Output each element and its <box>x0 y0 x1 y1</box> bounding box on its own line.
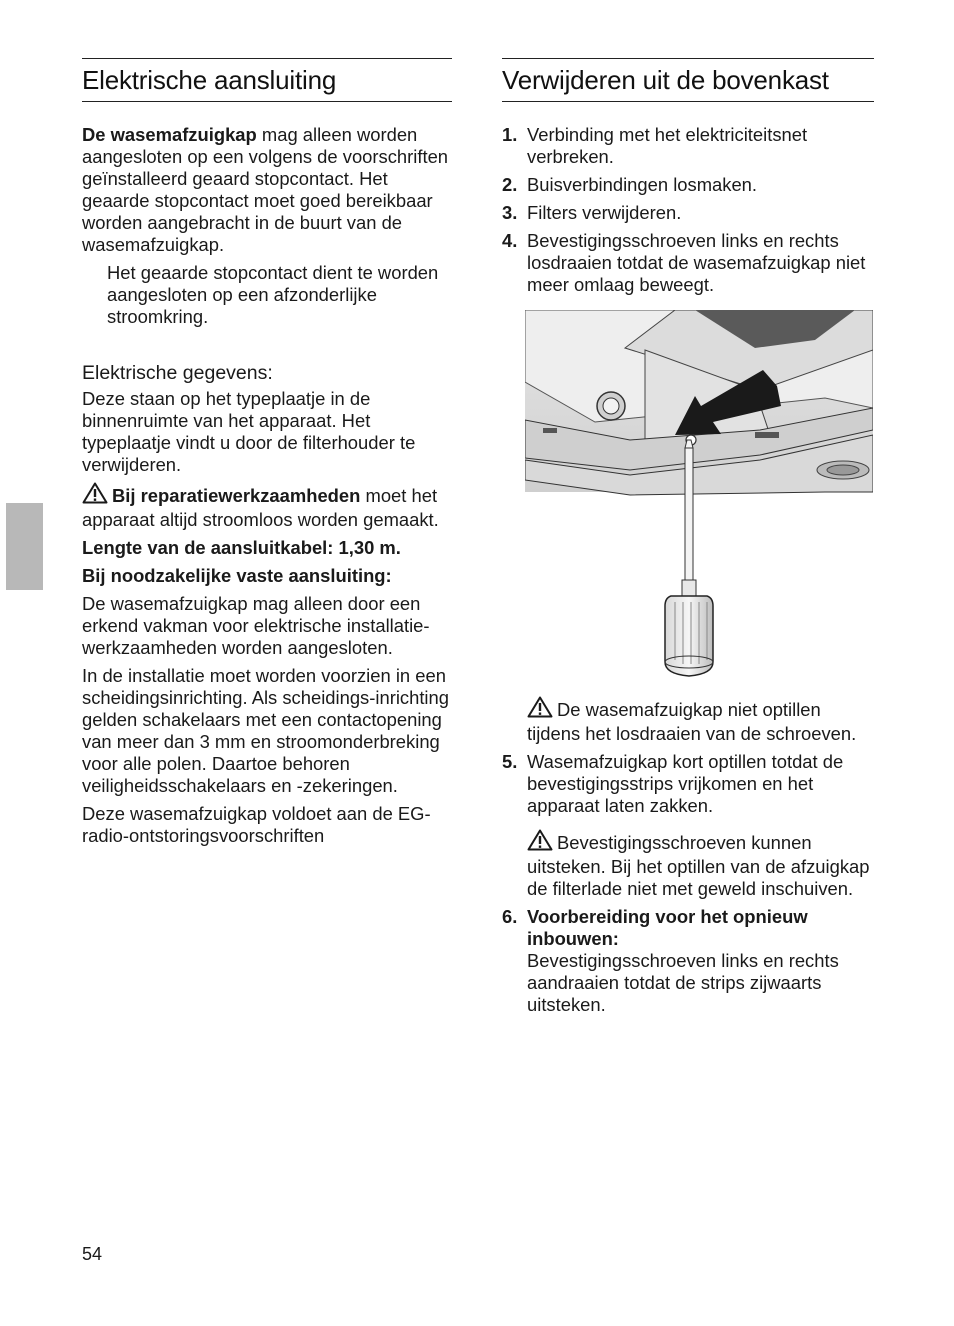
installation-paragraph: In de installatie moet worden voorzien in een scheidingsinrichting. Als scheidings-inrichting gelden schakelaars met een contactopening van meer dan 3 mm en stroomonderbreking voor alle polen. Daartoe behoren veiligheidsschakelaars en -zekeringen. <box>82 665 449 796</box>
step-number: 5. <box>502 751 518 772</box>
eg-compliance-paragraph: Deze wasemafzuigkap voldoet aan de EG-radio-ontstoringsvoorschriften <box>82 803 431 846</box>
left-column <box>82 58 452 847</box>
list-item <box>502 202 874 224</box>
section-heading-box <box>502 58 874 102</box>
screwdriver-hood-illustration <box>525 310 873 680</box>
warning-triangle-icon <box>82 482 108 509</box>
list-item <box>502 230 874 296</box>
step-text: Verbinding met het elektriciteitsnet verbreken. <box>527 124 808 167</box>
screws-warning-text: Bevestigingsschroeven kunnen uitsteken. Bij het optillen van de afzuigkap de filterlade niet met geweld inschuiven. <box>527 832 870 899</box>
warning-triangle-icon <box>527 696 553 723</box>
repair-warning-paragraph <box>82 482 452 531</box>
fixed-connection-paragraph: De wasemafzuigkap mag alleen door een erkend vakman voor elektrische installatie-werkzaamheden worden aangesloten. <box>82 593 430 658</box>
step-number: 2. <box>502 174 518 195</box>
list-item <box>502 124 874 168</box>
chapter-tab <box>6 503 43 590</box>
lift-warning-text: De wasemafzuigkap niet optillen tijdens het losdraaien van de schroeven. <box>527 699 857 744</box>
intro-indented-paragraph: Het geaarde stopcontact dient te worden aangesloten op een afzonderlijke stroomkring. <box>107 262 439 327</box>
repair-warning-bold: Bij reparatiewerkzaamheden <box>112 485 361 506</box>
section-heading-electrical: Elektrische aansluiting <box>82 65 337 95</box>
electrical-data-paragraph: Deze staan op het typeplaatje in de binnenruimte van het apparaat. Het typeplaatje vindt u door de filterhouder te verwijderen. <box>82 388 416 475</box>
intro-text: mag alleen worden aangesloten op een volgens de voorschriften geïnstalleerd geaard stopcontact. Het geaarde stopcontact moet goed bereikbaar worden aangebracht in de buurt van de wasemafzuigkap. <box>82 124 449 255</box>
repair-warning-text: moet het apparaat altijd stroomloos worden gemaakt. <box>82 485 439 530</box>
lift-warning-paragraph <box>527 696 874 745</box>
screws-warning-paragraph <box>527 829 874 900</box>
step-number: 4. <box>502 230 518 251</box>
list-item <box>502 751 874 817</box>
step-text: Wasemafzuigkap kort optillen totdat de bevestigingsstrips vrijkomen en het apparaat laten zakken. <box>527 751 844 816</box>
step-heading: Voorbereiding voor het opnieuw inbouwen: <box>527 906 808 949</box>
step-number: 3. <box>502 202 518 223</box>
list-item <box>502 174 874 196</box>
section-heading-removal: Verwijderen uit de bovenkast <box>502 65 829 95</box>
removal-steps-list-final <box>502 906 874 1016</box>
fixed-connection-heading-text: Bij noodzakelijke vaste aansluiting: <box>82 565 392 586</box>
warning-triangle-icon <box>527 829 553 856</box>
step-number: 6. <box>502 906 518 927</box>
step-text: Bevestigingsschroeven links en rechts aandraaien totdat de strips zijwaarts uitsteken. <box>527 950 839 1015</box>
intro-bold: De wasemafzuigkap <box>82 124 257 145</box>
fixed-connection-heading <box>82 565 452 587</box>
removal-steps-list <box>502 124 874 296</box>
cable-length <box>82 537 452 559</box>
removal-steps-list-continued <box>502 751 874 817</box>
step-number: 1. <box>502 124 518 145</box>
intro-paragraph <box>82 124 452 256</box>
step-text: Buisverbindingen losmaken. <box>527 174 758 195</box>
list-item <box>502 906 874 1016</box>
step-text: Filters verwijderen. <box>527 202 682 223</box>
step-text: Bevestigingsschroeven links en rechts losdraaien totdat de wasemafzuigkap niet meer omlaag beweegt. <box>527 230 866 295</box>
electrical-data-subheading: Elektrische gegevens: <box>82 362 273 384</box>
page-number: 54 <box>82 1244 103 1264</box>
section-heading-box <box>82 58 452 102</box>
cable-length-text: Lengte van de aansluitkabel: 1,30 m. <box>82 537 401 558</box>
